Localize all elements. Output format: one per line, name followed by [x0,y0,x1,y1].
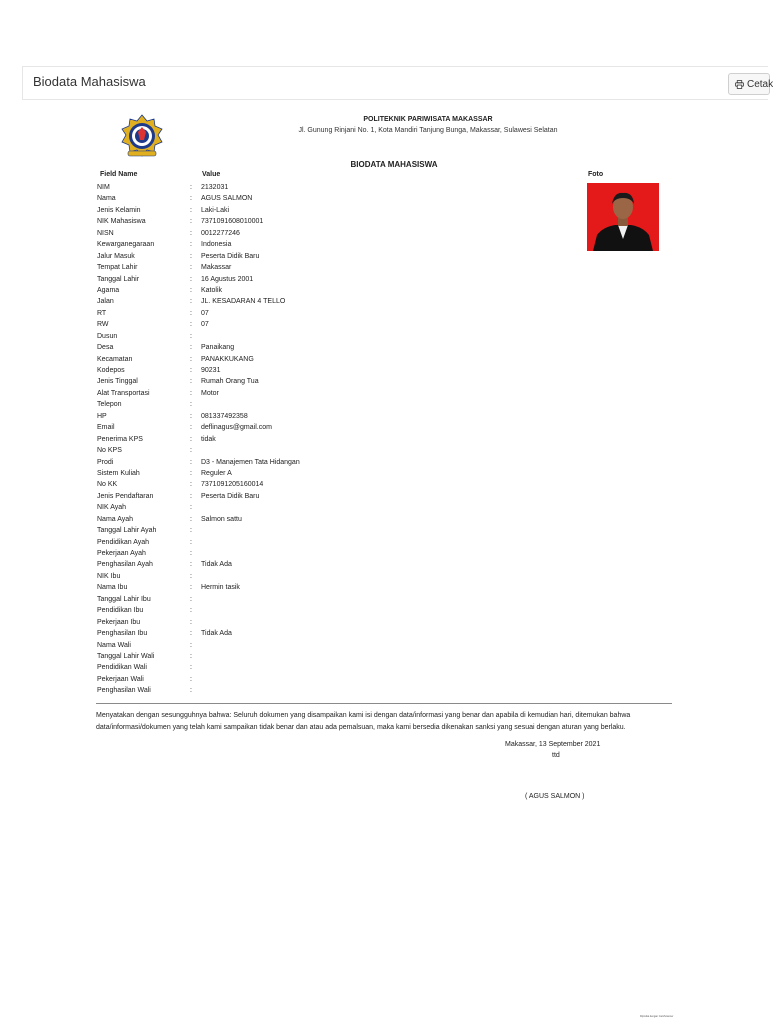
field-separator: : [190,332,192,340]
field-label: Email [97,424,115,432]
field-separator: : [190,675,192,683]
field-separator: : [190,664,192,672]
table-row [97,605,497,616]
table-row [97,216,497,227]
table-row [97,251,497,262]
page-title: Biodata Mahasiswa [33,74,146,89]
field-separator: : [190,572,192,580]
table-row [97,434,497,445]
table-row [97,239,497,250]
institution-address: Jl. Gunung Rinjani No. 1, Kota Mandiri Tanjung Bunga, Makassar, Sulawesi Selatan [298,127,558,134]
table-row [97,514,497,525]
table-row [97,422,497,433]
table-row [97,285,497,296]
table-row [97,685,497,696]
field-separator: : [190,321,192,329]
table-row [97,548,497,559]
field-separator: : [190,561,192,569]
field-separator: : [190,607,192,615]
field-label: Agama [97,286,120,294]
field-value: tidak [201,435,216,443]
field-value: Reguler A [201,469,232,477]
table-row [97,319,497,330]
field-value: PANAKKUKANG [201,355,254,363]
field-value: Rumah Orang Tua [201,378,259,386]
field-label: NISN [97,229,114,237]
table-row [97,365,497,376]
field-value: Tidak Ada [201,561,232,569]
field-value: 0012277246 [201,229,240,237]
field-separator: : [190,687,192,695]
field-separator: : [190,389,192,397]
field-separator: : [190,652,192,660]
field-label: Dusun [97,332,118,340]
column-header-photo: Foto [588,171,604,178]
print-button-label: Cetak [747,78,773,90]
table-row [97,274,497,285]
table-row [97,537,497,548]
table-row [97,594,497,605]
table-row [97,617,497,628]
field-label: Kewarganegaraan [97,241,155,249]
table-row [97,342,497,353]
column-header-value: Value [202,171,221,178]
field-label: RW [97,321,109,329]
print-button[interactable] [728,73,773,95]
field-separator: : [190,344,192,352]
table-row [97,468,497,479]
table-row [97,651,497,662]
field-value: 07 [201,309,209,317]
signature-place-date: Makassar, 13 September 2021 [505,741,601,748]
institution-name: POLITEKNIK PARIWISATA MAKASSAR [363,116,493,123]
field-separator: : [190,481,192,489]
field-separator: : [190,252,192,260]
field-separator: : [190,298,192,306]
field-label: Jalan [97,298,114,306]
field-separator: : [190,550,192,557]
field-separator: : [190,469,192,477]
table-row [97,205,497,216]
field-value: 2132031 [201,184,229,191]
field-value: 081337492358 [201,412,248,420]
field-label: Pendidikan Ayah [97,538,150,546]
divider [96,703,672,704]
field-label: NIM [97,184,110,191]
table-row [97,479,497,490]
field-label: Tanggal Lahir Wali [97,652,155,660]
field-label: Tempat Lahir [97,264,138,272]
field-label: No KPS [97,447,122,455]
field-separator: : [190,367,192,374]
table-row [97,308,497,319]
signature-ttd: ttd [552,752,560,759]
field-label: Alat Transportasi [97,389,150,397]
table-row [97,491,497,502]
field-value: AGUS SALMON [201,195,253,203]
field-label: Tanggal Lahir Ibu [97,595,151,603]
field-separator: : [190,595,192,603]
field-label: Nama Wali [97,641,131,649]
field-label: Jenis Kelamin [97,206,141,214]
table-row [97,354,497,365]
field-separator: : [190,424,192,432]
field-label: Jenis Pendaftaran [97,492,154,500]
field-value: Makassar [201,264,232,272]
field-separator: : [190,515,192,523]
field-value: Tidak Ada [201,630,232,638]
table-row [97,674,497,685]
field-value: Peserta Didik Baru [201,252,260,260]
field-label: Jalur Masuk [97,252,135,260]
table-row [97,662,497,673]
field-separator: : [190,401,192,409]
field-label: Kodepos [97,367,125,374]
field-separator: : [190,286,192,294]
field-value: Panaikang [201,344,235,352]
signature-name: ( AGUS SALMON ) [525,793,585,800]
field-label: Desa [97,344,114,352]
field-value: D3 - Manajemen Tata Hidangan [201,458,300,466]
field-label: Pekerjaan Ayah [97,550,146,557]
biodata-list [97,182,497,697]
field-label: Penghasilan Wali [97,687,151,695]
table-row [97,331,497,342]
table-row [97,399,497,410]
field-label: Nama [97,195,116,203]
field-separator: : [190,492,192,500]
field-label: NIK Ibu [97,572,121,580]
field-separator: : [190,229,192,237]
field-separator: : [190,538,192,546]
table-row [97,388,497,399]
table-row [97,525,497,536]
field-value: JL. KESADARAN 4 TELLO [201,298,286,306]
field-value: Katolik [201,286,223,294]
table-row [97,502,497,513]
column-header-field-name: Field Name [100,171,138,178]
field-label: Pendidikan Wali [97,664,147,672]
declaration-statement: Menyatakan dengan sesungguhnya bahwa: Seluruh dokumen yang disampaikan kami isi dengan data/informasi yang benar dan apabila di kemudian hari, ditemukan bahwa data/informasi/dokumen yang telah kami sampaikan tidak benar dan atau ada pemalsuan, maka kami bersedia dikenakan sanksi yang sesuai dengan aturan yang berlaku. [96,712,631,731]
field-label: NIK Mahasiswa [97,218,146,226]
field-label: Nama Ibu [97,584,128,592]
field-value: deflinagus@gmail.com [201,424,272,432]
field-value: 07 [201,321,209,329]
field-label: Kecamatan [97,355,133,363]
table-row [97,628,497,639]
field-separator: : [190,195,192,203]
field-value: 7371091608010001 [201,218,264,226]
field-separator: : [190,435,192,443]
field-separator: : [190,458,192,466]
field-value: 16 Agustus 2001 [201,275,254,283]
field-value: Motor [201,389,219,397]
field-label: Penghasilan Ibu [97,630,148,638]
footer-note: Dipindai dengan CamScanner [640,1015,674,1018]
table-row [97,559,497,570]
field-separator: : [190,630,192,638]
table-row [97,457,497,468]
field-separator: : [190,184,192,191]
field-label: Sistem Kuliah [97,469,140,477]
field-separator: : [190,412,192,420]
field-label: RT [97,309,107,317]
table-row [97,193,497,204]
field-separator: : [190,355,192,363]
field-separator: : [190,584,192,592]
table-row [97,262,497,273]
field-separator: : [190,618,192,626]
table-row [97,582,497,593]
field-separator: : [190,504,192,512]
table-row [97,640,497,651]
field-separator: : [190,641,192,649]
field-label: HP [97,412,107,420]
table-row [97,571,497,582]
field-label: Telepon [97,401,122,409]
field-separator: : [190,447,192,455]
field-separator: : [190,378,192,386]
table-row [97,376,497,387]
table-row [97,411,497,422]
field-label: Tanggal Lahir [97,275,140,283]
table-row [97,228,497,239]
field-value: Laki-Laki [201,206,230,214]
field-value: Salmon sattu [201,515,242,523]
field-label: Tanggal Lahir Ayah [97,527,157,535]
field-value: Indonesia [201,241,232,249]
table-row [97,445,497,456]
table-row [97,182,497,193]
field-value: Hermin tasik [201,584,240,592]
table-row [97,296,497,307]
field-label: Pekerjaan Wali [97,675,144,683]
field-label: Penghasilan Ayah [97,561,153,569]
field-separator: : [190,309,192,317]
field-separator: : [190,206,192,214]
field-label: Nama Ayah [97,515,134,523]
field-separator: : [190,527,192,535]
field-label: Jenis Tinggal [97,378,138,386]
field-separator: : [190,241,192,249]
field-value: 90231 [201,367,221,374]
page-header-card [22,66,773,100]
printer-icon [735,80,744,89]
field-label: No KK [97,481,118,489]
field-label: Pekerjaan Ibu [97,618,141,626]
field-label: Penerima KPS [97,435,143,443]
field-label: Prodi [97,458,114,466]
document-title: BIODATA MAHASISWA [350,160,438,169]
field-label: Pendidikan Ibu [97,607,144,615]
field-separator: : [190,264,192,272]
field-value: Peserta Didik Baru [201,492,260,500]
field-value: 7371091205160014 [201,481,264,489]
field-label: NIK Ayah [97,504,127,512]
student-photo [587,183,659,251]
field-separator: : [190,218,192,226]
field-separator: : [190,275,192,283]
